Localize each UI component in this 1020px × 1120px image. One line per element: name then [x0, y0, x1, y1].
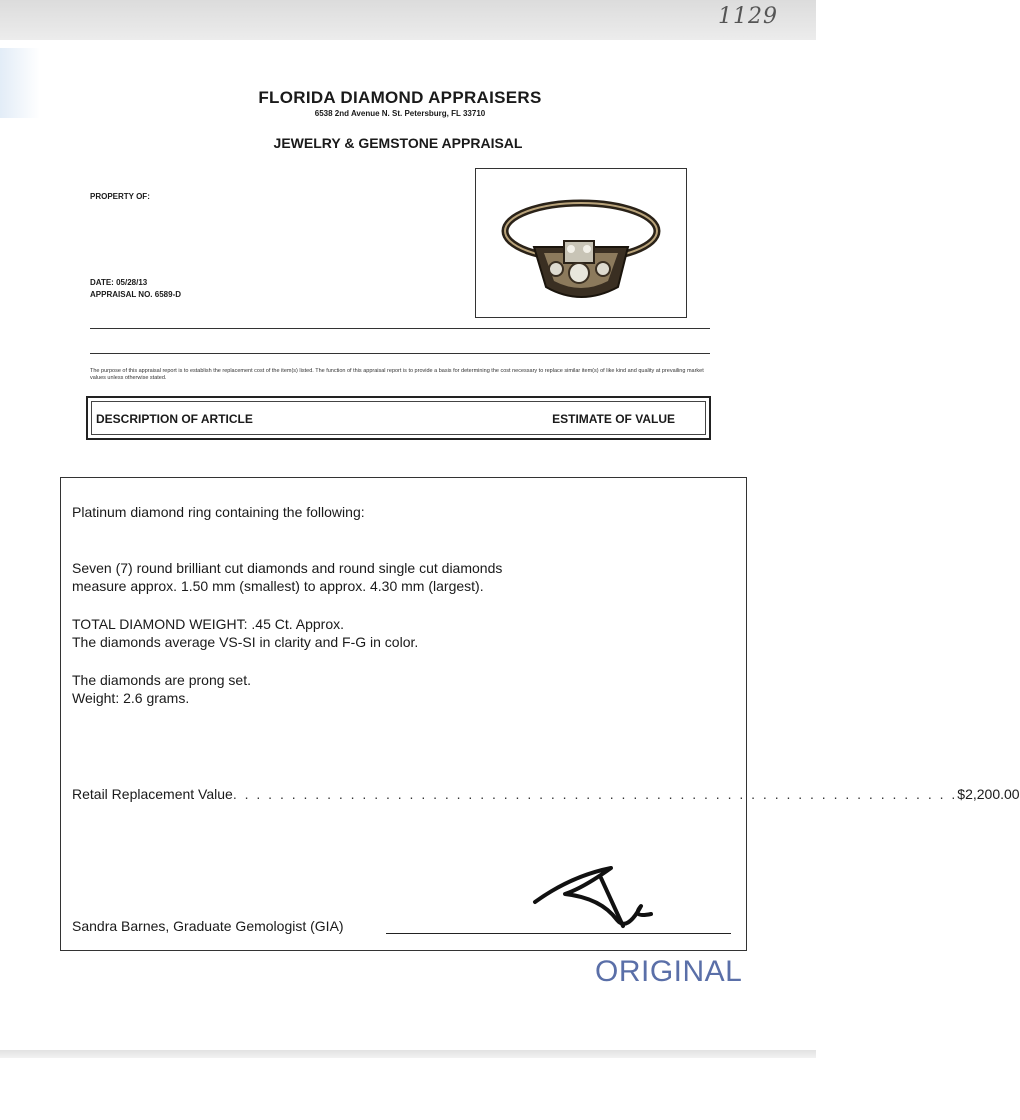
description-line-2: measure approx. 1.50 mm (smallest) to approx. 4.30 mm (largest).: [72, 578, 484, 594]
document-title: JEWELRY & GEMSTONE APPRAISAL: [273, 135, 523, 151]
company-name: FLORIDA DIAMOND APPRAISERS: [258, 88, 542, 107]
description-header-inner: [91, 401, 706, 435]
retail-value-amount: $2,200.00: [957, 786, 1020, 802]
purpose-statement: The purpose of this appraisal report is to establish the replacement cost of the item(s) listed. The function of this appraisal report is to provide a basis for determining the cost necessary to replace similar item(s) of like kind and quality at prevailing market values unless otherwise stated.: [90, 368, 704, 381]
estimate-of-value-label: ESTIMATE OF VALUE: [552, 412, 675, 426]
appraisal-number-line: [90, 290, 181, 299]
appraisal-details-box: [60, 477, 1020, 951]
date-label: DATE:: [90, 278, 114, 287]
handwritten-page-number: 1129: [718, 4, 778, 29]
description-intro: Platinum diamond ring containing the following:: [72, 504, 365, 520]
dot-leader: . . . . . . . . . . . . . . . . . . . . . . . . . . . . . . . . . . . . . . . . . . . . . . . . . . . . . . . . . . . . . .: [232, 786, 958, 802]
description-line-6: Weight: 2.6 grams.: [72, 690, 190, 706]
description-line-4: The diamonds average VS-SI in clarity and F-G in color.: [72, 634, 419, 650]
scan-top-shadow: [0, 0, 816, 40]
ring-photo: [475, 168, 687, 318]
description-line-3: TOTAL DIAMOND WEIGHT: .45 Ct. Approx.: [72, 616, 345, 632]
handwritten-signature: [531, 858, 661, 938]
header-divider-top: [90, 328, 710, 329]
date-line: [90, 278, 147, 287]
appraiser-name: Sandra Barnes, Graduate Gemologist (GIA): [72, 918, 344, 934]
original-stamp: ORIGINAL: [595, 955, 743, 988]
header-divider-bottom: [90, 353, 710, 354]
ring-image: [476, 169, 686, 317]
description-line-1: Seven (7) round brilliant cut diamonds and round single cut diamonds: [72, 560, 503, 576]
retail-value-row: [72, 785, 1020, 803]
date-value: 05/28/13: [116, 278, 148, 287]
description-of-article-label: DESCRIPTION OF ARTICLE: [96, 412, 253, 426]
scan-bottom-shadow: [0, 1050, 816, 1058]
appraisal-number-value: 6589-D: [154, 290, 182, 299]
retail-value-label: Retail Replacement Value: [72, 786, 233, 802]
description-header-box: [86, 396, 711, 440]
description-line-5: The diamonds are prong set.: [72, 672, 251, 688]
company-address: 6538 2nd Avenue N. St. Petersburg, FL 33710: [314, 109, 486, 118]
property-of-label: PROPERTY OF:: [90, 192, 150, 201]
appraisal-number-label: APPRAISAL NO.: [90, 290, 153, 299]
